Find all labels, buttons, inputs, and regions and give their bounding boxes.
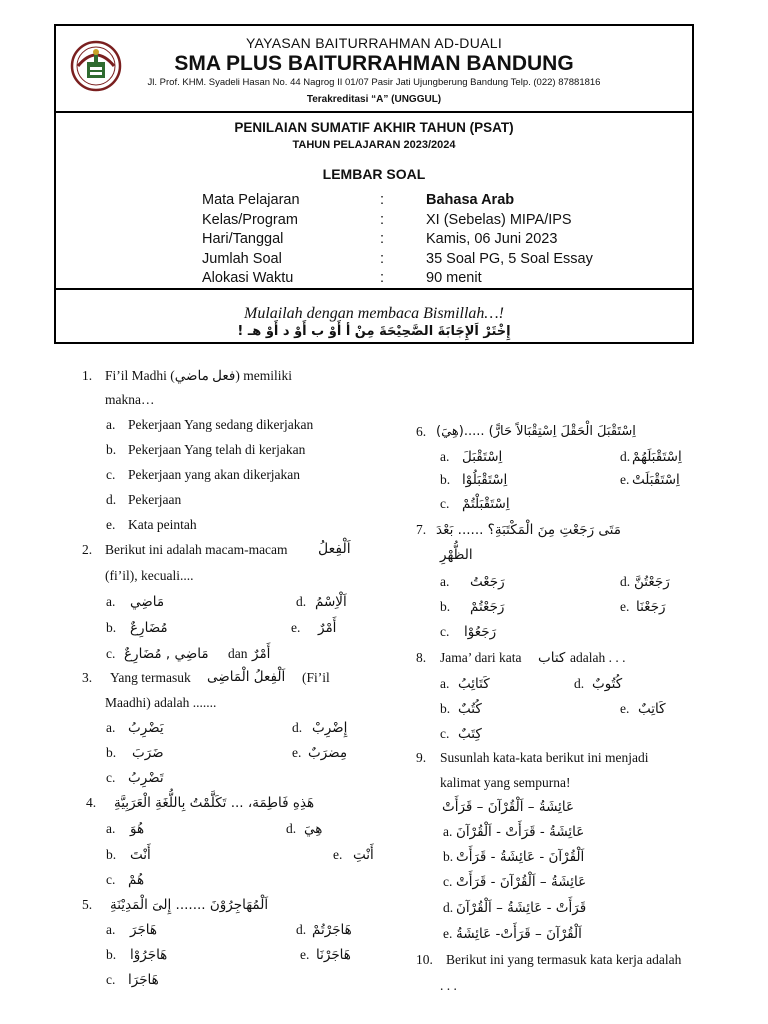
option-text: هُمْ bbox=[128, 872, 145, 888]
info-key: Jumlah Soal bbox=[202, 250, 282, 267]
question-7-arabic-2: الظُّهْرِ bbox=[440, 547, 473, 563]
info-key: Kelas/Program bbox=[202, 211, 298, 228]
info-row bbox=[202, 191, 593, 211]
question-9-number: 9. bbox=[416, 750, 427, 765]
option-label: e. bbox=[620, 599, 630, 614]
option-text: أَمْرٌ bbox=[252, 646, 271, 662]
option-label: d. bbox=[620, 449, 631, 464]
option-text: أَنْتِ bbox=[353, 847, 374, 863]
option-text: تَضْرِبُ bbox=[128, 770, 164, 786]
option-label: e. bbox=[333, 847, 343, 862]
option-label: e. bbox=[300, 947, 310, 962]
option-label: c. bbox=[106, 467, 116, 482]
option-label: a. bbox=[106, 821, 116, 836]
question-7-arabic: مَتَى رَجَعْتِ مِنَ الْمَكْتَبَةِ؟ ...... بَعْدَ bbox=[436, 522, 621, 538]
question-1-text-2: makna… bbox=[105, 392, 155, 407]
option-label: b. bbox=[106, 745, 117, 760]
option-label: b. bbox=[443, 849, 454, 864]
option-label: d. bbox=[286, 821, 297, 836]
info-colon: : bbox=[380, 192, 385, 208]
option-text: هَاجَرْنَا bbox=[316, 947, 351, 963]
question-4-arabic: هَذِهِ فَاطِمَة، ... تَكَلَّمْتُ بِاللُّغَةِ الْعَرَبِيَّةِ bbox=[114, 795, 315, 811]
option-label: c. bbox=[106, 770, 116, 785]
info-key: Alokasi Waktu bbox=[202, 270, 294, 286]
option-text: عَائِشَةُ – اَلْقُرْآنَ - قَرَأَتْ bbox=[456, 874, 587, 890]
option-text: اَلْاِسْمُ bbox=[315, 594, 347, 610]
option-label: a. bbox=[440, 574, 450, 589]
option-text: اِسْتَقْبَلَهُمْ bbox=[632, 449, 682, 465]
option-label: d. bbox=[574, 676, 585, 691]
option-label: d. bbox=[106, 492, 117, 507]
option-text: يَضْرِبُ bbox=[128, 720, 164, 736]
question-4-number: 4. bbox=[86, 795, 97, 810]
option-text: كِتَبٌ bbox=[458, 726, 482, 742]
info-row bbox=[202, 230, 593, 250]
exam-year: TAHUN PELAJARAN 2023/2024 bbox=[292, 139, 456, 151]
info-key: Mata Pelajaran bbox=[202, 192, 300, 208]
question-8-text-b: adalah . . . bbox=[570, 650, 626, 665]
option-text: اِسْتَقْبَلْتُمْ bbox=[462, 496, 510, 512]
option-text: Pekerjaan bbox=[128, 492, 182, 507]
option-label: e. bbox=[292, 745, 302, 760]
question-9-text: Susunlah kata-kata berikut ini menjadi bbox=[440, 750, 649, 765]
exam-title: PENILAIAN SUMATIF AKHIR TAHUN (PSAT) bbox=[234, 120, 514, 135]
info-value: Kamis, 06 Juni 2023 bbox=[426, 231, 558, 247]
option-text: كُتُبٌ bbox=[458, 701, 482, 717]
question-5-number: 5. bbox=[82, 897, 93, 912]
option-label: a. bbox=[106, 720, 116, 735]
opening-text: Mulailah dengan membaca Bismillah…! bbox=[244, 305, 504, 322]
info-colon: : bbox=[380, 270, 385, 286]
option-text: Pekerjaan yang akan dikerjakan bbox=[128, 467, 301, 482]
option-text: رَجَعْتُنَّ bbox=[634, 574, 670, 590]
option-label: a. bbox=[106, 594, 116, 609]
option-text: مُضَارِعٌ bbox=[130, 620, 168, 636]
exam-info-table bbox=[202, 191, 593, 289]
option-text: عَائِشَةُ - قَرَأَتْ - اَلْقُرْآنَ bbox=[456, 824, 585, 840]
question-8-text: Jama’ dari kata bbox=[440, 650, 522, 665]
option-text: هُوَ bbox=[130, 821, 145, 837]
option-label: e. bbox=[443, 926, 453, 941]
option-text: Pekerjaan Yang sedang dikerjakan bbox=[128, 417, 314, 432]
option-text: رَجَعْتُ bbox=[470, 574, 505, 590]
option-text-conj: dan bbox=[228, 646, 248, 661]
option-label: d. bbox=[620, 574, 631, 589]
option-text: هَاجَرَ bbox=[130, 922, 158, 938]
option-text: ضَرَبَ bbox=[132, 745, 164, 761]
question-2-number: 2. bbox=[82, 542, 93, 557]
option-text: اِسْتَقْبَلُوْا bbox=[462, 472, 508, 488]
question-1-number: 1. bbox=[82, 368, 93, 383]
question-10-text-2: . . . bbox=[440, 978, 457, 993]
option-text: Pekerjaan Yang telah di kerjakan bbox=[128, 442, 306, 457]
info-colon: : bbox=[380, 211, 385, 228]
sheet-title: LEMBAR SOAL bbox=[322, 166, 426, 182]
question-7-number: 7. bbox=[416, 522, 427, 537]
option-text: كُتُوبٌ bbox=[592, 676, 623, 692]
option-text: أَمْرٌ bbox=[318, 620, 337, 636]
question-2-text-2: (fi’il), kecuali.... bbox=[105, 568, 194, 583]
option-text: كَاتِبٌ bbox=[638, 701, 666, 717]
instruction-box bbox=[54, 290, 694, 344]
option-text: إِضْرِبْ bbox=[312, 720, 348, 736]
option-label: c. bbox=[440, 496, 450, 511]
option-label: b. bbox=[440, 701, 451, 716]
option-label: e. bbox=[620, 701, 630, 716]
option-label: e. bbox=[291, 620, 301, 635]
school-header bbox=[54, 24, 694, 290]
option-label: b. bbox=[440, 472, 451, 487]
option-label: d. bbox=[292, 720, 303, 735]
info-value: XI (Sebelas) MIPA/IPS bbox=[426, 211, 572, 228]
question-2-text: Berikut ini adalah macam-macam bbox=[105, 542, 288, 557]
question-2-arabic: اَلْفِعلُ bbox=[318, 541, 351, 557]
question-9-arabic: عَائِشَةُ – اَلْقُرْآنَ – قَرَأَتْ bbox=[442, 799, 575, 815]
option-text: مِضرَبٌ bbox=[308, 745, 348, 761]
header-divider bbox=[56, 111, 692, 113]
question-3-number: 3. bbox=[82, 670, 93, 685]
option-text: رَجَعْتُمْ bbox=[470, 599, 505, 615]
option-label: a. bbox=[440, 676, 450, 691]
question-10-text: Berikut ini yang termasuk kata kerja adalah bbox=[446, 952, 682, 967]
question-8-number: 8. bbox=[416, 650, 427, 665]
option-label: e. bbox=[106, 517, 116, 532]
option-label: a. bbox=[443, 824, 453, 839]
question-3-text-b: (Fi’il bbox=[302, 670, 330, 685]
option-label: a. bbox=[106, 417, 116, 432]
option-text: هَاجَرُوْا bbox=[130, 947, 168, 963]
option-label: b. bbox=[106, 442, 117, 457]
option-label: a. bbox=[106, 922, 116, 937]
option-label: d. bbox=[443, 900, 454, 915]
option-label: c. bbox=[443, 874, 453, 889]
question-3-arabic: اَلْفِعلُ الْمَاضِى bbox=[207, 669, 286, 685]
option-label: b. bbox=[106, 620, 117, 635]
info-row bbox=[202, 211, 593, 231]
option-label: c. bbox=[440, 726, 450, 741]
question-8-arabic: كتاب bbox=[538, 650, 566, 666]
option-text: رَجَعْنَا bbox=[636, 599, 666, 615]
option-text: قَرَأَتْ - عَائِشَةُ – اَلْقُرْآنَ bbox=[456, 900, 587, 916]
question-9-text-2: kalimat yang sempurna! bbox=[440, 775, 571, 790]
option-text: اَلْقُرْآنَ - عَائِشَةُ - قَرَأَتْ bbox=[456, 849, 585, 865]
option-label: d. bbox=[296, 594, 307, 609]
option-label: b. bbox=[440, 599, 451, 614]
question-6-number: 6. bbox=[416, 424, 427, 439]
option-label: c. bbox=[106, 972, 116, 987]
option-text: هَاجَرْتُمْ bbox=[312, 922, 352, 938]
option-text: اَلْقُرْآنَ – قَرَأَتْ- عَائِشَةُ bbox=[456, 926, 582, 942]
option-text: كَتَائِبُ bbox=[458, 676, 490, 692]
option-label: c. bbox=[106, 646, 116, 661]
foundation-name: YAYASAN BAITURRAHMAN AD-DUALI bbox=[245, 35, 503, 51]
info-colon: : bbox=[380, 231, 385, 247]
option-label: c. bbox=[106, 872, 116, 887]
info-row bbox=[202, 269, 593, 289]
option-label: b. bbox=[106, 947, 117, 962]
info-colon: : bbox=[380, 250, 385, 267]
question-5-arabic: اَلْمُهَاجِرُوْنَ ....... إِلىَ الْمَدِيْنَةِ bbox=[110, 897, 269, 913]
school-name: SMA PLUS BAITURRAHMAN BANDUNG bbox=[174, 52, 574, 75]
option-text: Kata peintah bbox=[128, 517, 197, 532]
question-3-text: Yang termasuk bbox=[110, 670, 191, 685]
question-6-arabic: اِسْتَقْبَلَ الْحَقْلَ اِسْتِقْبَالاً حَارًّ) .....(هِيَ) bbox=[436, 424, 636, 439]
instruction-text: إِخْتَرْ اَلإِجَابَةَ الصَّحِيْحَةَ مِنْ أ أَوْ ب أَوْ د أَوْ هـ ! bbox=[237, 324, 511, 339]
option-label: e. bbox=[620, 472, 630, 487]
question-10-number: 10. bbox=[416, 952, 433, 967]
info-key: Hari/Tanggal bbox=[202, 231, 284, 247]
option-text: أَنْتَ bbox=[130, 847, 151, 863]
info-value: 35 Soal PG, 5 Soal Essay bbox=[426, 250, 593, 267]
option-text: هَاجَرَا bbox=[128, 972, 159, 988]
option-text: اِسْتَقْبَلَ bbox=[462, 449, 503, 465]
option-text: رَجَعُوْا bbox=[464, 624, 497, 640]
question-1-text: Fi’il Madhi (فعل ماضي) memiliki bbox=[105, 368, 292, 383]
option-label: c. bbox=[440, 624, 450, 639]
option-text: مَاضِي bbox=[130, 594, 165, 610]
school-address: Jl. Prof. KHM. Syadeli Hasan No. 44 Nagrog II 01/07 Pasir Jati Ujungberung Bandung Telp. (022) 87881816 bbox=[147, 77, 601, 88]
option-text: هِيَ bbox=[304, 821, 323, 837]
option-text: مَاضِي , مُضَارِعٌ bbox=[124, 646, 209, 662]
option-label: b. bbox=[106, 847, 117, 862]
option-text: اِسْتَقْبَلَتْ bbox=[632, 472, 680, 488]
info-value: Bahasa Arab bbox=[426, 192, 515, 208]
info-value: 90 menit bbox=[426, 270, 482, 286]
option-label: d. bbox=[296, 922, 307, 937]
question-3-text-2: Maadhi) adalah ....... bbox=[105, 695, 217, 710]
info-row bbox=[202, 250, 593, 270]
accreditation: Terakreditasi “A” (UNGGUL) bbox=[306, 94, 442, 105]
option-label: a. bbox=[440, 449, 450, 464]
